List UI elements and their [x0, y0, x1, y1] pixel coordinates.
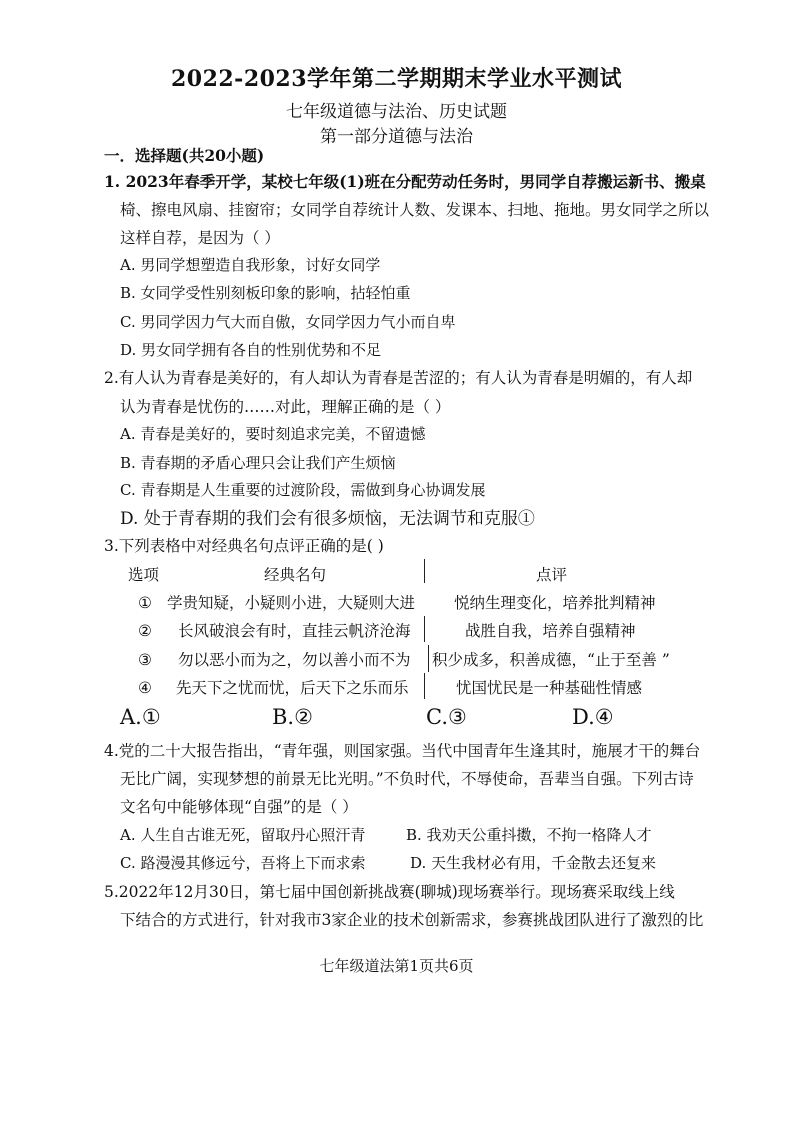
table-row-2-option: ②	[138, 622, 152, 640]
table-divider	[428, 645, 429, 672]
q2-option-d: D. 处于青春期的我们会有很多烦恼，无法调节和克服①	[120, 509, 535, 529]
table-divider	[424, 559, 425, 583]
q4-option-b: B. 我劝天公重抖擞，不拘一格降人才	[406, 826, 652, 844]
q1-stem-line2: 椅、擦电风扇、挂窗帘；女同学自荐统计人数、发课本、扫地、拖地。男女同学之所以	[120, 201, 710, 219]
table-row-4-option: ④	[138, 679, 152, 697]
q3-option-c: C.③	[426, 705, 467, 729]
q1-stem-line3: 这样自荐，是因为（ ）	[120, 229, 280, 247]
q2-option-b: B. 青春期的矛盾心理只会让我们产生烦恼	[120, 454, 396, 472]
q4-option-a: A. 人生自古谁无死，留取丹心照汗青	[120, 826, 366, 844]
table-row-4-comment: 忧国忧民是一种基础性情感	[456, 679, 643, 697]
table-row-4-quote: 先天下之忧而忧，后天下之乐而乐	[176, 679, 409, 697]
table-row-1-quote: 学贵知疑，小疑则小进，大疑则大进	[167, 594, 416, 612]
q4-stem-line3: 文名句中能够体现“自强”的是（ ）	[120, 798, 358, 816]
q4-option-d: D. 天生我材必有用，千金散去还复来	[410, 854, 657, 872]
q1-stem-line1: 1. 2023年春季开学，某校七年级(1)班在分配劳动任务时，男同学自荐搬运新书、搬桌	[104, 172, 706, 191]
table-header-quote: 经典名句	[264, 566, 327, 584]
table-row-1-option: ①	[138, 594, 152, 612]
table-row-2-quote: 长风破浪会有时，直挂云帆济沧海	[178, 622, 411, 640]
q3-option-b: B.②	[272, 705, 313, 729]
q1-option-d: D. 男女同学拥有各自的性别优势和不足	[120, 341, 382, 359]
exam-subtitle: 七年级道德与法治、历史试题	[286, 102, 507, 122]
table-header-comment: 点评	[536, 566, 568, 584]
q1-option-a: A. 男同学想塑造自我形象，讨好女同学	[120, 256, 381, 274]
q2-option-a: A. 青春是美好的，要时刻追求完美，不留遗憾	[120, 425, 426, 443]
q4-option-c: C. 路漫漫其修远兮，吾将上下而求索	[120, 854, 366, 872]
q4-stem-line2: 无比广阔，实现梦想的前景无比光明。”不负时代，不辱使命，吾辈当自强。下列古诗	[120, 770, 694, 788]
table-row-1-comment: 悦纳生理变化，培养批判精神	[454, 594, 656, 612]
table-header-option: 选项	[128, 566, 160, 584]
table-divider	[424, 673, 425, 699]
table-row-3-comment: 积少成多，积善成德，“止于至善 ”	[432, 651, 670, 669]
q5-stem-line1: 5.2022年12月30日，第七届中国创新挑战赛(聊城)现场赛举行。现场赛采取线上线	[104, 883, 675, 901]
exam-title: 2022-2023学年第二学期期末学业水平测试	[170, 66, 623, 92]
part-title: 第一部分道德与法治	[320, 127, 473, 147]
q5-stem-line2: 下结合的方式进行，针对我市3家企业的技术创新需求，参赛挑战团队进行了激烈的比	[120, 911, 704, 929]
table-row-3-option: ③	[138, 651, 152, 669]
q4-stem-line1: 4.党的二十大报告指出，“青年强，则国家强。当代中国青年生逢其时，施展才干的舞台	[104, 742, 701, 760]
table-divider	[424, 616, 425, 642]
table-row-2-comment: 战胜自我，培养自强精神	[465, 622, 636, 640]
q2-option-c: C. 青春期是人生重要的过渡阶段，需做到身心协调发展	[120, 481, 486, 499]
q2-stem-line1: 2.有人认为青春是美好的，有人却认为青春是苦涩的；有人认为青春是明媚的，有人却	[104, 369, 693, 387]
q3-option-a: A.①	[120, 705, 161, 729]
q1-option-b: B. 女同学受性别刻板印象的影响，拈轻怕重	[120, 284, 411, 302]
section-heading: 一．选择题(共20小题)	[104, 146, 265, 165]
q3-stem: 3.下列表格中对经典名句点评正确的是( )	[104, 537, 384, 555]
table-row-3-quote: 勿以恶小而为之，勿以善小而不为	[178, 651, 411, 669]
q3-option-d: D.④	[572, 705, 614, 729]
q1-option-c: C. 男同学因力气大而自傲，女同学因力气小而自卑	[120, 313, 456, 331]
q2-stem-line2: 认为青春是忧伤的……对此，理解正确的是（ ）	[120, 398, 451, 416]
page-footer: 七年级道法第1页共6页	[319, 957, 474, 975]
